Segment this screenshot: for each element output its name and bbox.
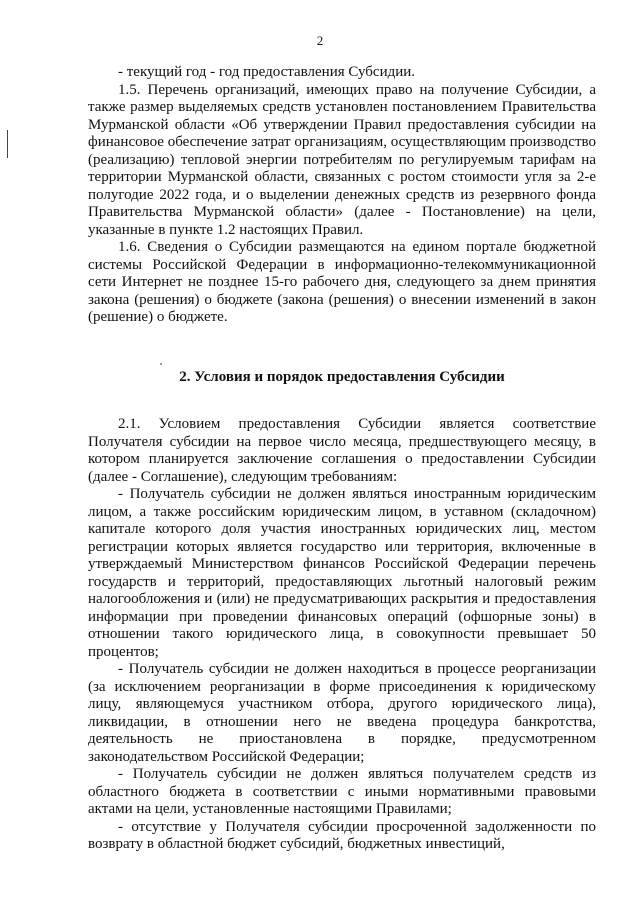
section-spacer bbox=[88, 386, 596, 416]
requirement-other-funds: - Получатель субсидии не должен являться получателем средств из областного бюджета в соответствии с иными нормативными правовыми актами на цели, установленные настоящими Правилами; bbox=[88, 766, 596, 817]
margin-mark bbox=[7, 130, 8, 158]
paragraph-1-6: 1.6. Сведения о Субсидии размещаются на едином портале бюджетной системы Российской Федерации в информационно-телекоммуникационной сети Интернет не позднее 15-го рабочего дня, следующего за днем принятия закона (решения) о бюджете (закона (решения) о внесении изменений в закон (решение) о бюджете. bbox=[88, 239, 596, 325]
paragraph-current-year: - текущий год - год предоставления Субсидии. bbox=[118, 64, 416, 80]
requirement-foreign-entity: - Получатель субсидии не должен являться иностранным юридическим лицом, а также российским юридическим лицом, в уставном (складочном) капитале которого доля участия иностранных юридических лиц, местом регистрации которых является государство или территория, включенные в утверждаемый Министерством финансов Российской Федерации перечень государств и территорий, предоставляющих льготный налоговый режим налогообложения и (или) не предусматривающих раскрытия и предоставления информации при проведении финансовых операций (офшорные зоны) в отношении такого юридического лица, в совокупности превышает 50 процентов; bbox=[88, 486, 596, 660]
paragraph-1-5: 1.5. Перечень организаций, имеющих право на получение Субсидии, а также размер выделяемых средств установлен постановлением Правительства Мурманской области «Об утверждении Правил предоставления субсидии на финансовое обеспечение затрат организациям, осуществляющим производство (реализацию) тепловой энергии потребителям по регулируемым тарифам на территории Мурманской области, связанных с ростом стоимости угля за 2-е полугодие 2022 года, и о выделении денежных средств из резервного фонда Правительства Мурманской области» (далее - Постановление) на цели, указанные в пункте 1.2 настоящих Правил. bbox=[88, 81, 596, 238]
requirement-no-debt: - отсутствие у Получателя субсидии просроченной задолженности по возврату в областной бюджет субсидий, бюджетных инвестиций, bbox=[88, 818, 596, 852]
section-title: 2. Условия и порядок предоставления Субсидии bbox=[179, 368, 505, 385]
section-spacer bbox=[88, 327, 596, 369]
page-number: 2 bbox=[316, 33, 324, 48]
paragraph-2-1: 2.1. Условием предоставления Субсидии является соответствие Получателя субсидии на первое число месяца, предшествующего месяцу, в котором планируется заключение соглашения о предоставлении Субсидии (далее - Соглашение), следующим требованиям: bbox=[88, 416, 596, 485]
requirement-reorganization: - Получатель субсидии не должен находиться в процессе реорганизации (за исключением реорганизации в форме присоединения к юридическому лицу, являющемуся участником отбора, другого юридического лица), ликвидации, в отношении него не введена процедура банкротства, деятельность не приостановлена в порядке, предусмотренном законодательством Российской Федерации; bbox=[88, 661, 596, 765]
document-body bbox=[88, 64, 596, 854]
